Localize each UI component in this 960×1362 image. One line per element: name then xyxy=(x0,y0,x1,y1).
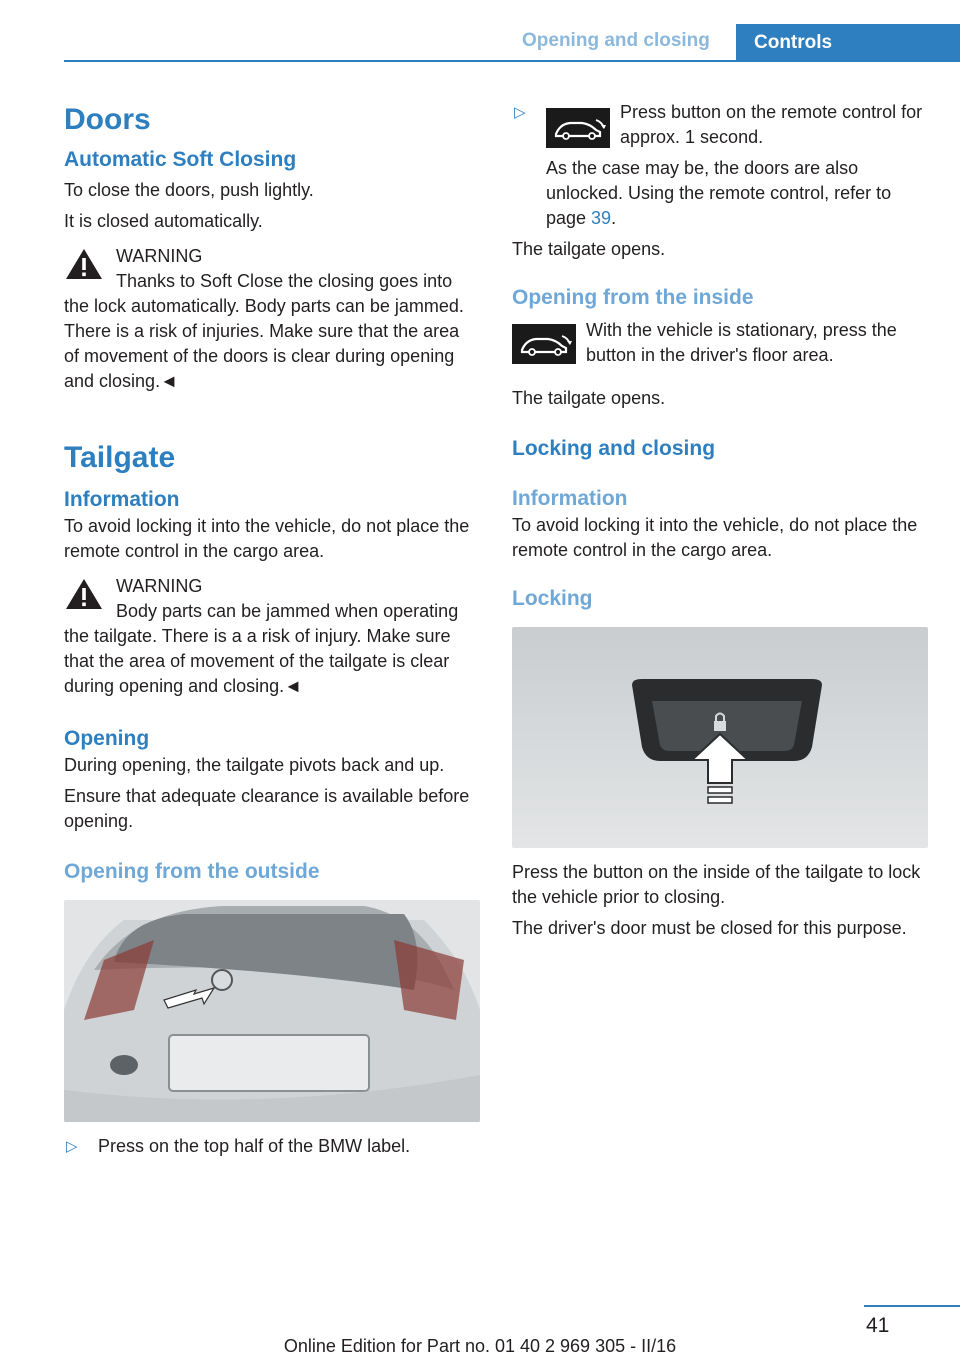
warning-body: Thanks to Soft Close the closing goes into the lock automatically. Body parts can be jammed. There is a risk of injuries. Make sure that the area of movement of the doors is clear during opening and closing.◄ xyxy=(64,271,464,391)
lock-button-illustration xyxy=(512,627,928,848)
page-number: 41 xyxy=(866,1314,890,1337)
inside-button-text: With the vehicle is stationary, press the button in the driver's floor area. xyxy=(586,320,897,365)
inside-button-row xyxy=(512,318,928,370)
car-tailgate-icon xyxy=(512,324,576,364)
soft-close-heading: Automatic Soft Closing xyxy=(64,148,297,171)
soft-close-text-1: To close the doors, push lightly. xyxy=(64,180,314,200)
opening-text-1: During opening, the tailgate pivots back and up. xyxy=(64,755,445,775)
footer-rule xyxy=(864,1305,960,1307)
information-heading-2: Information xyxy=(512,487,628,510)
soft-close-text-2: It is closed automatically. xyxy=(64,211,263,231)
triangle-right-icon: ▷ xyxy=(514,104,526,121)
opening-text-2: Ensure that adequate clearance is available before opening. xyxy=(64,786,470,831)
page-link-39[interactable]: 39 xyxy=(591,208,612,228)
bullet-text: Press on the top half of the BMW label. xyxy=(98,1136,411,1156)
warning-block-tailgate xyxy=(64,574,479,699)
locking-text-2: The driver's door must be closed for this purpose. xyxy=(512,918,907,938)
bullet-text: Press button on the remote control for approx. 1 second. xyxy=(620,102,923,147)
warning-triangle-icon xyxy=(64,576,104,612)
locking-heading: Locking xyxy=(512,587,593,610)
footer-edition: Online Edition for Part no. 01 40 2 969 305 - II/16 xyxy=(283,1336,677,1356)
information-text-2: To avoid locking it into the vehicle, do not place the remote control in the cargo area. xyxy=(512,515,918,560)
opening-inside-heading: Opening from the inside xyxy=(512,286,754,309)
opening-outside-heading: Opening from the outside xyxy=(64,860,320,883)
car-rear-illustration xyxy=(64,900,480,1122)
tailgate-opens-text-1: The tailgate opens. xyxy=(512,239,666,259)
bullet-press-bmw-label xyxy=(64,1134,479,1159)
remote-unlock-note xyxy=(512,156,928,231)
warning-body: Body parts can be jammed when operating the tailgate. There is a a risk of injury. Make sure that the area of movement of the tailgate is clear during opening and closing.◄ xyxy=(64,601,459,696)
information-text: To avoid locking it into the vehicle, do not place the remote control in the cargo area. xyxy=(64,516,470,561)
opening-heading: Opening xyxy=(64,727,150,750)
warning-block-doors xyxy=(64,244,479,394)
header-section-title: Opening and closing xyxy=(522,30,710,51)
left-column xyxy=(64,100,479,1159)
lock-button-photo xyxy=(512,627,928,848)
triangle-right-icon: ▷ xyxy=(66,1138,78,1155)
information-heading: Information xyxy=(64,488,180,511)
right-column xyxy=(512,100,928,941)
doors-heading: Doors xyxy=(64,103,151,136)
header-tab-controls[interactable]: Controls xyxy=(736,24,960,61)
tailgate-rear-photo xyxy=(64,900,480,1122)
remote-unlock-period: . xyxy=(611,208,617,228)
warning-title: WARNING xyxy=(116,576,203,596)
warning-title: WARNING xyxy=(116,246,203,266)
remote-unlock-text: As the case may be, the doors are also unlocked. Using the remote control, refer to page xyxy=(546,158,892,228)
warning-triangle-icon xyxy=(64,246,104,282)
tailgate-heading: Tailgate xyxy=(64,441,176,474)
header-rule xyxy=(64,60,960,62)
car-tailgate-icon xyxy=(546,108,610,148)
locking-closing-heading: Locking and closing xyxy=(512,437,716,460)
tailgate-opens-text-2: The tailgate opens. xyxy=(512,388,666,408)
locking-text-1: Press the button on the inside of the tailgate to lock the vehicle prior to closing. xyxy=(512,862,921,907)
bullet-remote-control xyxy=(512,100,928,150)
